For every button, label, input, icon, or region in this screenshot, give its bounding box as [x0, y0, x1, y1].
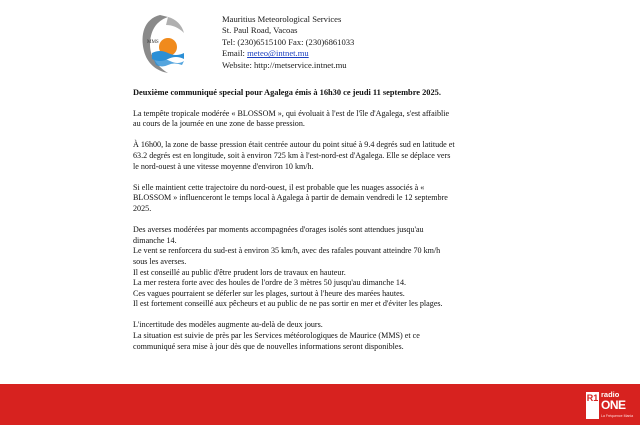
- text-line: communiqué sera mise à jour dès que de nouvelles informations seront disponibles.: [133, 341, 404, 351]
- text-line: La mer restera forte avec des houles de l'ordre de 3 mètres 50 jusqu'au dimanche 14.: [133, 278, 407, 288]
- paragraph-2: [133, 140, 513, 172]
- communique-title: Deuxième communiqué special pour Agalega émis à 16h30 ce jeudi 11 septembre 2025.: [133, 88, 441, 97]
- text-line: Le vent se renforcera du sud-est à environ 35 km/h, avec des rafales pouvant atteindre 70 km/h: [133, 246, 441, 256]
- brand-tagline: La Fréquence Mania: [601, 414, 634, 418]
- letterhead: [222, 14, 354, 71]
- org-name: Mauritius Meteorological Services: [222, 14, 342, 24]
- text-line: Il est fortement conseillé aux pêcheurs et au public de ne pas sortir en mer et d'éviter les plages.: [133, 299, 443, 309]
- text-line: Ces vagues pourraient se déferler sur les plages, surtout à l'heure des marées hautes.: [133, 288, 405, 298]
- brand-radio: radio: [601, 390, 620, 399]
- footer-bar: [0, 384, 640, 425]
- text-line: La situation est suivie de près par les Services météorologiques de Maurice (MMS) et ce: [133, 331, 420, 341]
- text-line: 63.2 degrés est en longitude, soit à environ 725 km à l'est-nord-est d'Agalega. Elle se déplace vers: [133, 150, 451, 160]
- paragraph-1: [133, 109, 513, 130]
- text-line: sous les averses.: [133, 256, 187, 266]
- org-address: St. Paul Road, Vacoas: [222, 25, 298, 36]
- text-line: le nord-ouest à une vitesse moyenne d'environ 10 km/h.: [133, 161, 314, 171]
- paragraph-4: [133, 225, 513, 310]
- mms-logo: [138, 13, 188, 75]
- text-line: À 16h00, la zone de basse pression était centrée autour du point situé à 9.4 degrés sud en latitude et: [133, 140, 455, 150]
- text-line: L'incertitude des modèles augmente au-delà de deux jours.: [133, 320, 323, 330]
- text-line: Des averses modérées par moments accompagnées d'orages isolés sont attendues jusqu'au: [133, 225, 424, 235]
- email-link[interactable]: meteo@intnet.mu: [247, 48, 309, 59]
- text-line: au cours de la journée en une zone de basse pression.: [133, 119, 305, 129]
- org-website: Website: http://metservice.intnet.mu: [222, 59, 347, 70]
- communique: [133, 88, 513, 363]
- brand-mark: R1: [586, 392, 599, 419]
- text-line: 2025.: [133, 203, 152, 213]
- text-line: Il est conseillé au public d'être prudent lors de travaux en hauteur.: [133, 267, 346, 277]
- email-label: Email:: [222, 48, 248, 59]
- brand-one: ONE: [601, 398, 626, 412]
- org-phone: Tel: (230)6515100 Fax: (230)6861033: [222, 36, 355, 47]
- text-line: BLOSSOM » influenceront le temps local à Agalega à partir de demain vendredi le 12 septembre: [133, 193, 448, 203]
- logo-text: MMS: [147, 40, 159, 45]
- radio-one-logo[interactable]: [586, 390, 634, 421]
- text-line: La tempête tropicale modérée « BLOSSOM », qui évoluait à l'est de l'île d'Agalega, s'est affaiblie: [133, 108, 450, 118]
- paragraph-5: [133, 320, 513, 352]
- org-email-line: [222, 48, 354, 59]
- paragraph-3: [133, 183, 513, 215]
- text-line: dimanche 14.: [133, 235, 177, 245]
- text-line: Si elle maintient cette trajectoire du nord-ouest, il est probable que les nuages associés à «: [133, 182, 425, 192]
